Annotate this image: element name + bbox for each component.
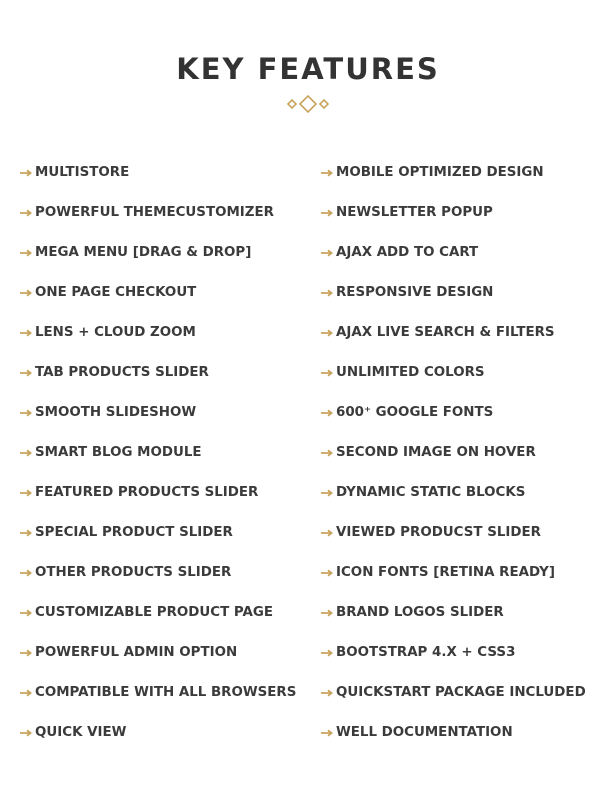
arrow-right-icon (20, 489, 32, 497)
arrow-right-icon (20, 249, 32, 257)
feature-item-mega-menu-drag-drop (20, 232, 320, 272)
feature-item-compatible-with-all-browsers (20, 672, 320, 712)
feature-label: WELL DOCUMENTATION (336, 724, 513, 740)
arrow-right-icon (321, 409, 333, 417)
arrow-right-icon (20, 569, 32, 577)
arrow-right-icon (321, 729, 333, 737)
arrow-right-icon (20, 329, 32, 337)
feature-label: QUICK VIEW (35, 724, 127, 740)
arrow-right-icon (321, 609, 333, 617)
feature-label: NEWSLETTER POPUP (336, 204, 493, 220)
arrow-right-icon (20, 369, 32, 377)
feature-label: UNLIMITED COLORS (336, 364, 485, 380)
feature-label: SMART BLOG MODULE (35, 444, 202, 460)
feature-label: FEATURED PRODUCTS SLIDER (35, 484, 259, 500)
feature-item-featured-products-slider (20, 472, 320, 512)
feature-item-icon-fonts-retina-ready (321, 552, 616, 592)
feature-item-quick-view (20, 712, 320, 752)
feature-label: QUICKSTART PACKAGE INCLUDED (336, 684, 586, 700)
feature-label: COMPATIBLE WITH ALL BROWSERS (35, 684, 297, 700)
feature-item-one-page-checkout (20, 272, 320, 312)
feature-item-smart-blog-module (20, 432, 320, 472)
feature-item-brand-logos-slider (321, 592, 616, 632)
arrow-right-icon (20, 409, 32, 417)
arrow-right-icon (321, 529, 333, 537)
feature-label: ICON FONTS [RETINA READY] (336, 564, 555, 580)
page-title: KEY FEATURES (176, 52, 440, 86)
feature-item-other-products-slider (20, 552, 320, 592)
arrow-right-icon (321, 209, 333, 217)
arrow-right-icon (20, 169, 32, 177)
feature-label: MOBILE OPTIMIZED DESIGN (336, 164, 544, 180)
feature-label: ONE PAGE CHECKOUT (35, 284, 197, 300)
feature-item-viewed-producst-slider (321, 512, 616, 552)
arrow-right-icon (20, 649, 32, 657)
arrow-right-icon (20, 729, 32, 737)
arrow-right-icon (321, 689, 333, 697)
arrow-right-icon (321, 169, 333, 177)
feature-item-special-product-slider (20, 512, 320, 552)
feature-item-ajax-live-search-filters (321, 312, 616, 352)
features-left-column (20, 152, 320, 752)
feature-label: POWERFUL ADMIN OPTION (35, 644, 238, 660)
feature-label: BRAND LOGOS SLIDER (336, 604, 504, 620)
feature-item-mobile-optimized-design (321, 152, 616, 192)
feature-item-bootstrap-4-x-css3 (321, 632, 616, 672)
diamond-ornament-icon (287, 95, 329, 113)
features-right-column (321, 152, 616, 752)
feature-label: OTHER PRODUCTS SLIDER (35, 564, 232, 580)
feature-item-powerful-admin-option (20, 632, 320, 672)
feature-label: 600⁺ GOOGLE FONTS (336, 404, 494, 420)
feature-item-well-documentation (321, 712, 616, 752)
feature-item-600-google-fonts (321, 392, 616, 432)
feature-item-quickstart-package-included (321, 672, 616, 712)
arrow-right-icon (20, 209, 32, 217)
feature-label: DYNAMIC STATIC BLOCKS (336, 484, 526, 500)
feature-label: MEGA MENU [DRAG & DROP] (35, 244, 252, 260)
feature-item-smooth-slideshow (20, 392, 320, 432)
feature-label: CUSTOMIZABLE PRODUCT PAGE (35, 604, 273, 620)
feature-item-multistore (20, 152, 320, 192)
arrow-right-icon (20, 529, 32, 537)
feature-item-responsive-design (321, 272, 616, 312)
feature-item-dynamic-static-blocks (321, 472, 616, 512)
feature-item-unlimited-colors (321, 352, 616, 392)
arrow-right-icon (20, 689, 32, 697)
feature-item-customizable-product-page (20, 592, 320, 632)
feature-label: SECOND IMAGE ON HOVER (336, 444, 536, 460)
feature-item-powerful-themecustomizer (20, 192, 320, 232)
feature-label: BOOTSTRAP 4.X + CSS3 (336, 644, 516, 660)
arrow-right-icon (321, 649, 333, 657)
feature-label: VIEWED PRODUCST SLIDER (336, 524, 541, 540)
arrow-right-icon (20, 609, 32, 617)
arrow-right-icon (321, 369, 333, 377)
arrow-right-icon (321, 489, 333, 497)
feature-item-second-image-on-hover (321, 432, 616, 472)
arrow-right-icon (321, 569, 333, 577)
arrow-right-icon (20, 449, 32, 457)
arrow-right-icon (321, 449, 333, 457)
feature-label: TAB PRODUCTS SLIDER (35, 364, 209, 380)
feature-label: AJAX ADD TO CART (336, 244, 479, 260)
feature-label: POWERFUL THEMECUSTOMIZER (35, 204, 274, 220)
feature-label: LENS + CLOUD ZOOM (35, 324, 196, 340)
feature-label: SMOOTH SLIDESHOW (35, 404, 197, 420)
arrow-right-icon (321, 249, 333, 257)
feature-label: RESPONSIVE DESIGN (336, 284, 494, 300)
feature-label: AJAX LIVE SEARCH & FILTERS (336, 324, 555, 340)
feature-item-tab-products-slider (20, 352, 320, 392)
feature-item-lens-cloud-zoom (20, 312, 320, 352)
feature-item-newsletter-popup (321, 192, 616, 232)
feature-label: SPECIAL PRODUCT SLIDER (35, 524, 233, 540)
arrow-right-icon (321, 289, 333, 297)
feature-item-ajax-add-to-cart (321, 232, 616, 272)
feature-label: MULTISTORE (35, 164, 130, 180)
arrow-right-icon (321, 329, 333, 337)
arrow-right-icon (20, 289, 32, 297)
